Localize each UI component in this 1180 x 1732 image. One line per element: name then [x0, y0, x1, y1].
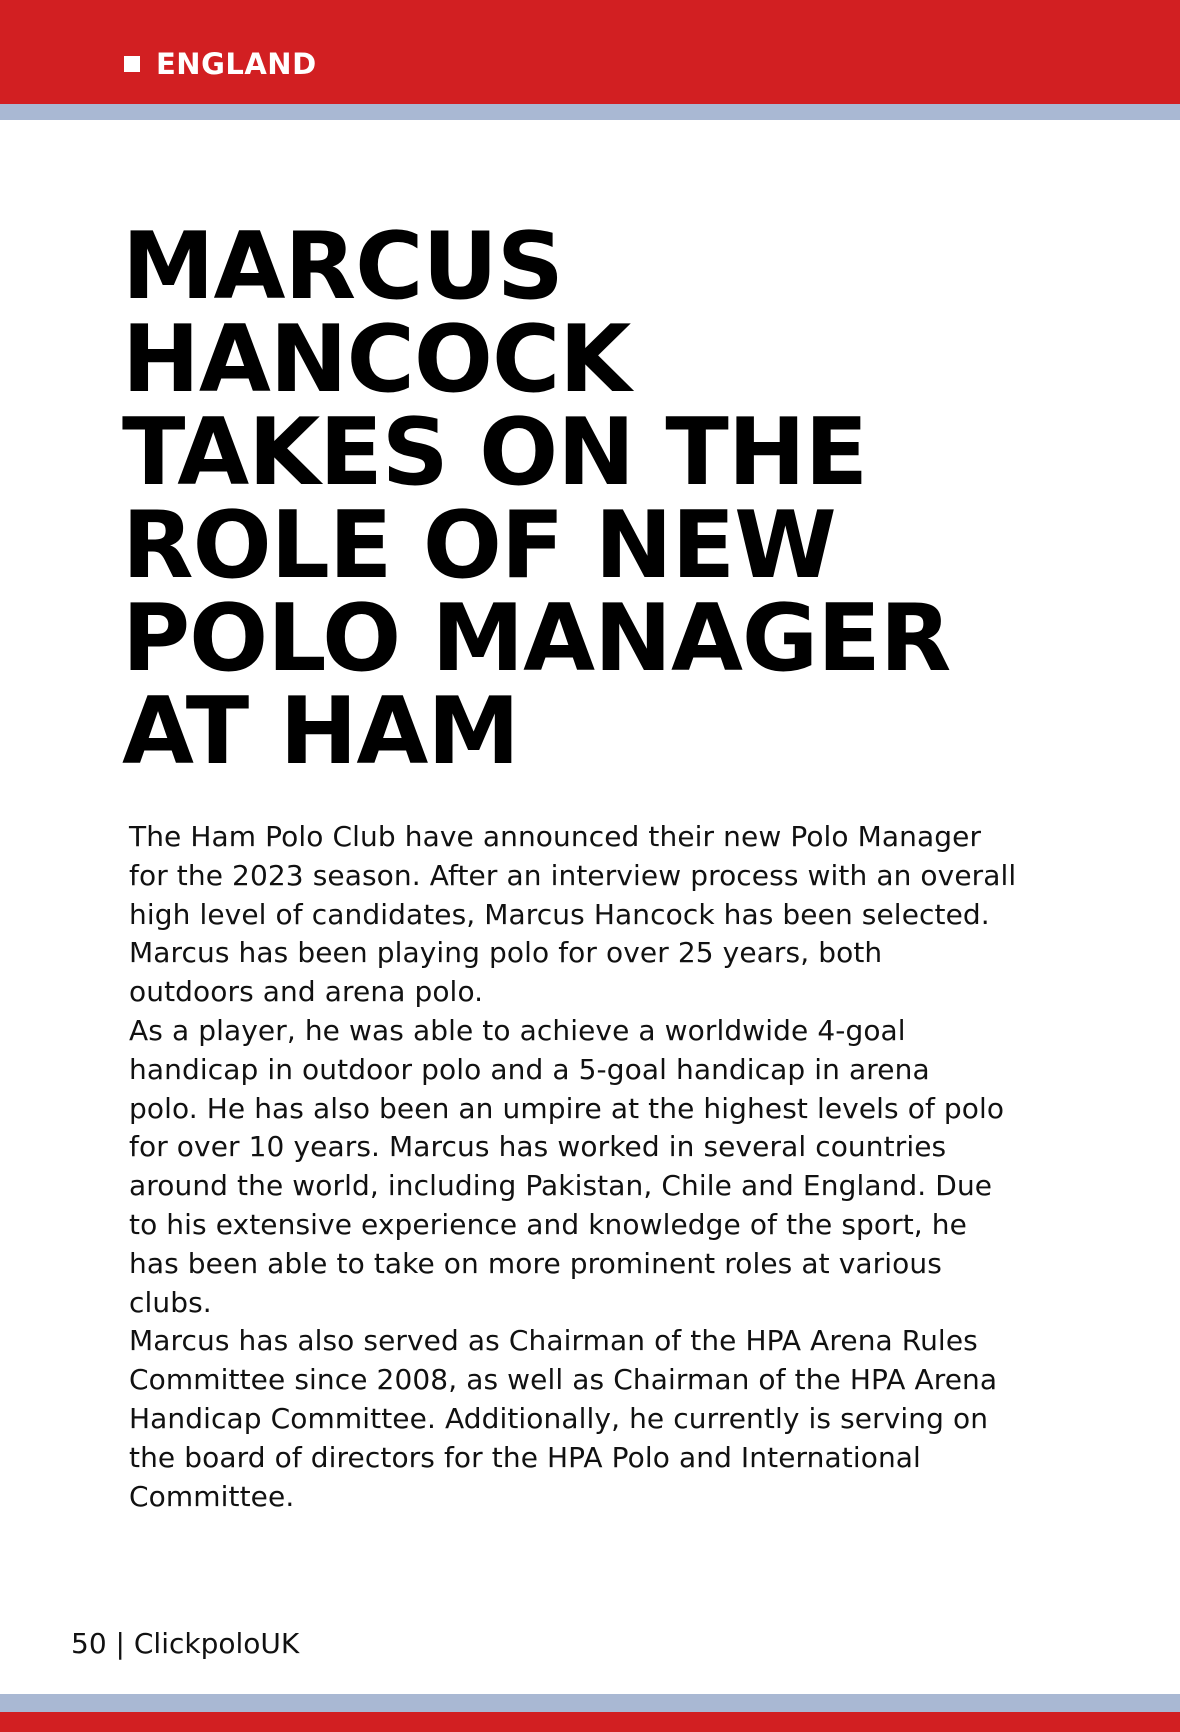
body-line: has been able to take on more prominent roles at various: [129, 1246, 942, 1280]
body-line: around the world, including Pakistan, Chile and England. Due: [129, 1169, 993, 1203]
body-line: to his extensive experience and knowledge of the sport, he: [129, 1207, 967, 1241]
body-line: The Ham Polo Club have announced their new Polo Manager: [129, 820, 982, 853]
body-line: handicap in outdoor polo and a 5-goal handicap in arena: [129, 1052, 930, 1086]
footer-stripe: [0, 1694, 1180, 1712]
headline-line: HANCOCK: [122, 305, 631, 413]
article-body: [129, 818, 1089, 1516]
body-line: for over 10 years. Marcus has worked in several countries: [129, 1130, 947, 1164]
body-line: polo. He has also been an umpire at the highest levels of polo: [129, 1091, 1005, 1125]
footer-bar: [0, 1712, 1180, 1732]
body-line: clubs.: [129, 1285, 212, 1319]
section-label: ENGLAND: [156, 47, 317, 81]
headline-line: POLO MANAGER: [122, 584, 951, 692]
article-headline: [122, 212, 1082, 785]
body-line: Marcus has also served as Chairman of the HPA Arena Rules: [129, 1324, 978, 1358]
body-line: Committee since 2008, as well as Chairman of the HPA Arena: [129, 1363, 998, 1397]
section-tag: [124, 44, 317, 84]
body-line: Committee.: [129, 1479, 295, 1513]
body-line: As a player, he was able to achieve a worldwide 4-goal: [129, 1013, 906, 1047]
headline-line: AT HAM: [122, 677, 519, 785]
body-line: Marcus has been playing polo for over 25 years, both: [129, 936, 883, 970]
headline-line: ROLE OF NEW: [122, 491, 836, 599]
body-line: Handicap Committee. Additionally, he currently is serving on: [129, 1401, 989, 1435]
body-line: for the 2023 season. After an interview process with an overall: [129, 858, 1017, 892]
header-stripe: [0, 104, 1180, 120]
page-footer: 50 | ClickpoloUK: [71, 1627, 300, 1660]
body-line: high level of candidates, Marcus Hancock has been selected.: [129, 897, 990, 931]
body-line: outdoors and arena polo.: [129, 975, 484, 1009]
headline-line: MARCUS: [122, 212, 563, 320]
headline-line: TAKES ON THE: [122, 398, 868, 506]
square-bullet-icon: [124, 56, 140, 72]
body-line: the board of directors for the HPA Polo and International: [129, 1440, 921, 1474]
